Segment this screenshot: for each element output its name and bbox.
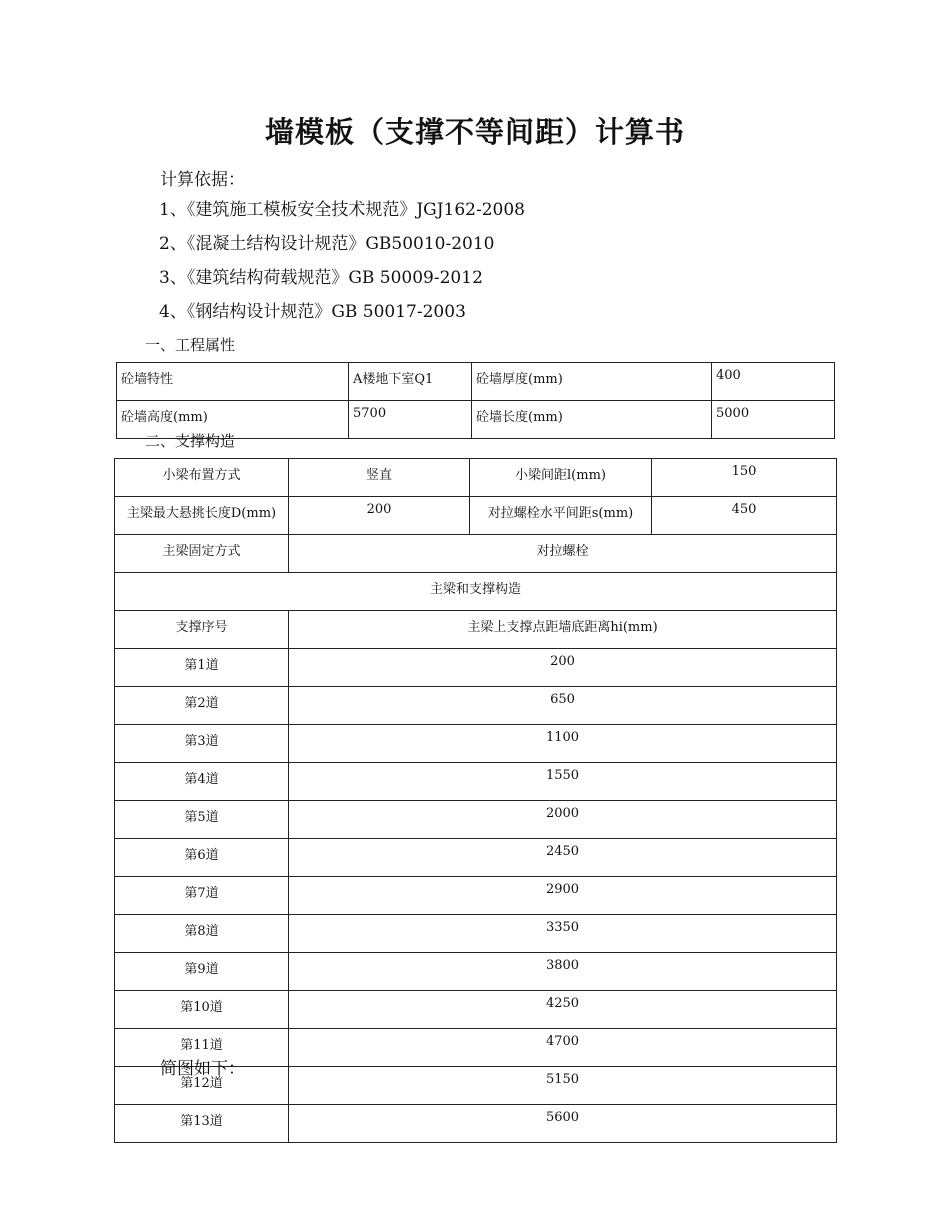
support-number-cell: 第6道 bbox=[115, 839, 289, 877]
table-cell: 对拉螺栓 bbox=[289, 535, 837, 573]
basis-item: 4、《钢结构设计规范》GB 50017-2003 bbox=[159, 302, 466, 322]
table-cell: 对拉螺栓水平间距s(mm) bbox=[470, 497, 652, 535]
table-row bbox=[115, 953, 837, 991]
support-number-cell: 第1道 bbox=[115, 649, 289, 687]
support-distance-cell: 3350 bbox=[289, 915, 837, 953]
basis-item: 3、《建筑结构荷载规范》GB 50009-2012 bbox=[159, 268, 483, 288]
engineering-properties-table bbox=[116, 362, 835, 439]
table-cell: 砼墙长度(mm) bbox=[472, 401, 712, 439]
table-row bbox=[115, 915, 837, 953]
support-distance-cell: 2000 bbox=[289, 801, 837, 839]
support-number-cell: 第4道 bbox=[115, 763, 289, 801]
section-heading-properties: 一、工程属性 bbox=[145, 336, 236, 354]
support-number-cell: 第11道 bbox=[115, 1029, 289, 1067]
support-number-cell: 第2道 bbox=[115, 687, 289, 725]
support-number-cell: 第3道 bbox=[115, 725, 289, 763]
column-header: 主梁上支撑点距墙底距离hi(mm) bbox=[289, 611, 837, 649]
table-cell: 主梁固定方式 bbox=[115, 535, 289, 573]
table-row bbox=[115, 497, 837, 535]
table-row bbox=[115, 459, 837, 497]
support-number-cell: 第10道 bbox=[115, 991, 289, 1029]
table-row bbox=[115, 573, 837, 611]
support-distance-cell: 1550 bbox=[289, 763, 837, 801]
table-row bbox=[115, 649, 837, 687]
table-row bbox=[115, 991, 837, 1029]
table-subheading: 主梁和支撑构造 bbox=[115, 573, 837, 611]
table-cell: 砼墙高度(mm) bbox=[117, 401, 349, 439]
support-number-cell: 第12道 bbox=[115, 1067, 289, 1105]
table-cell: 450 bbox=[652, 497, 837, 535]
support-number-cell: 第8道 bbox=[115, 915, 289, 953]
table-cell: 竖直 bbox=[289, 459, 470, 497]
support-distance-cell: 2900 bbox=[289, 877, 837, 915]
table-cell: 5000 bbox=[712, 401, 835, 439]
support-structure-table bbox=[114, 458, 837, 1143]
support-distance-cell: 3800 bbox=[289, 953, 837, 991]
table-row bbox=[115, 839, 837, 877]
table-cell: 砼墙特性 bbox=[117, 363, 349, 401]
table-row bbox=[115, 725, 837, 763]
table-row bbox=[117, 363, 835, 401]
support-number-cell: 第5道 bbox=[115, 801, 289, 839]
table-cell: 砼墙厚度(mm) bbox=[472, 363, 712, 401]
table-cell: 400 bbox=[712, 363, 835, 401]
table-cell: 200 bbox=[289, 497, 470, 535]
basis-item: 2、《混凝土结构设计规范》GB50010-2010 bbox=[159, 234, 495, 254]
diagram-label: 简图如下： bbox=[160, 1059, 245, 1079]
table-row bbox=[115, 763, 837, 801]
table-header-row bbox=[115, 611, 837, 649]
table-row bbox=[115, 801, 837, 839]
section-heading-support: 二、支撑构造 bbox=[145, 432, 236, 450]
support-number-cell: 第9道 bbox=[115, 953, 289, 991]
support-distance-cell: 2450 bbox=[289, 839, 837, 877]
table-row bbox=[115, 687, 837, 725]
page-title: 墙模板（支撑不等间距）计算书 bbox=[264, 115, 685, 149]
table-cell: 5700 bbox=[349, 401, 472, 439]
table-row bbox=[115, 877, 837, 915]
support-number-cell: 第7道 bbox=[115, 877, 289, 915]
support-distance-cell: 650 bbox=[289, 687, 837, 725]
basis-label: 计算依据： bbox=[160, 170, 245, 190]
table-row bbox=[115, 535, 837, 573]
column-header: 支撑序号 bbox=[115, 611, 289, 649]
support-distance-cell: 5150 bbox=[289, 1067, 837, 1105]
table-cell: 主梁最大悬挑长度D(mm) bbox=[115, 497, 289, 535]
table-cell: 小梁布置方式 bbox=[115, 459, 289, 497]
table-row bbox=[115, 1105, 837, 1143]
basis-list bbox=[159, 198, 525, 334]
table-cell: 小梁间距l(mm) bbox=[470, 459, 652, 497]
support-distance-cell: 200 bbox=[289, 649, 837, 687]
support-distance-cell: 4700 bbox=[289, 1029, 837, 1067]
support-distance-cell: 5600 bbox=[289, 1105, 837, 1143]
support-number-cell: 第13道 bbox=[115, 1105, 289, 1143]
table-cell: 150 bbox=[652, 459, 837, 497]
support-distance-cell: 1100 bbox=[289, 725, 837, 763]
basis-item: 1、《建筑施工模板安全技术规范》JGJ162-2008 bbox=[159, 200, 525, 220]
table-cell: A楼地下室Q1 bbox=[349, 363, 472, 401]
support-distance-cell: 4250 bbox=[289, 991, 837, 1029]
